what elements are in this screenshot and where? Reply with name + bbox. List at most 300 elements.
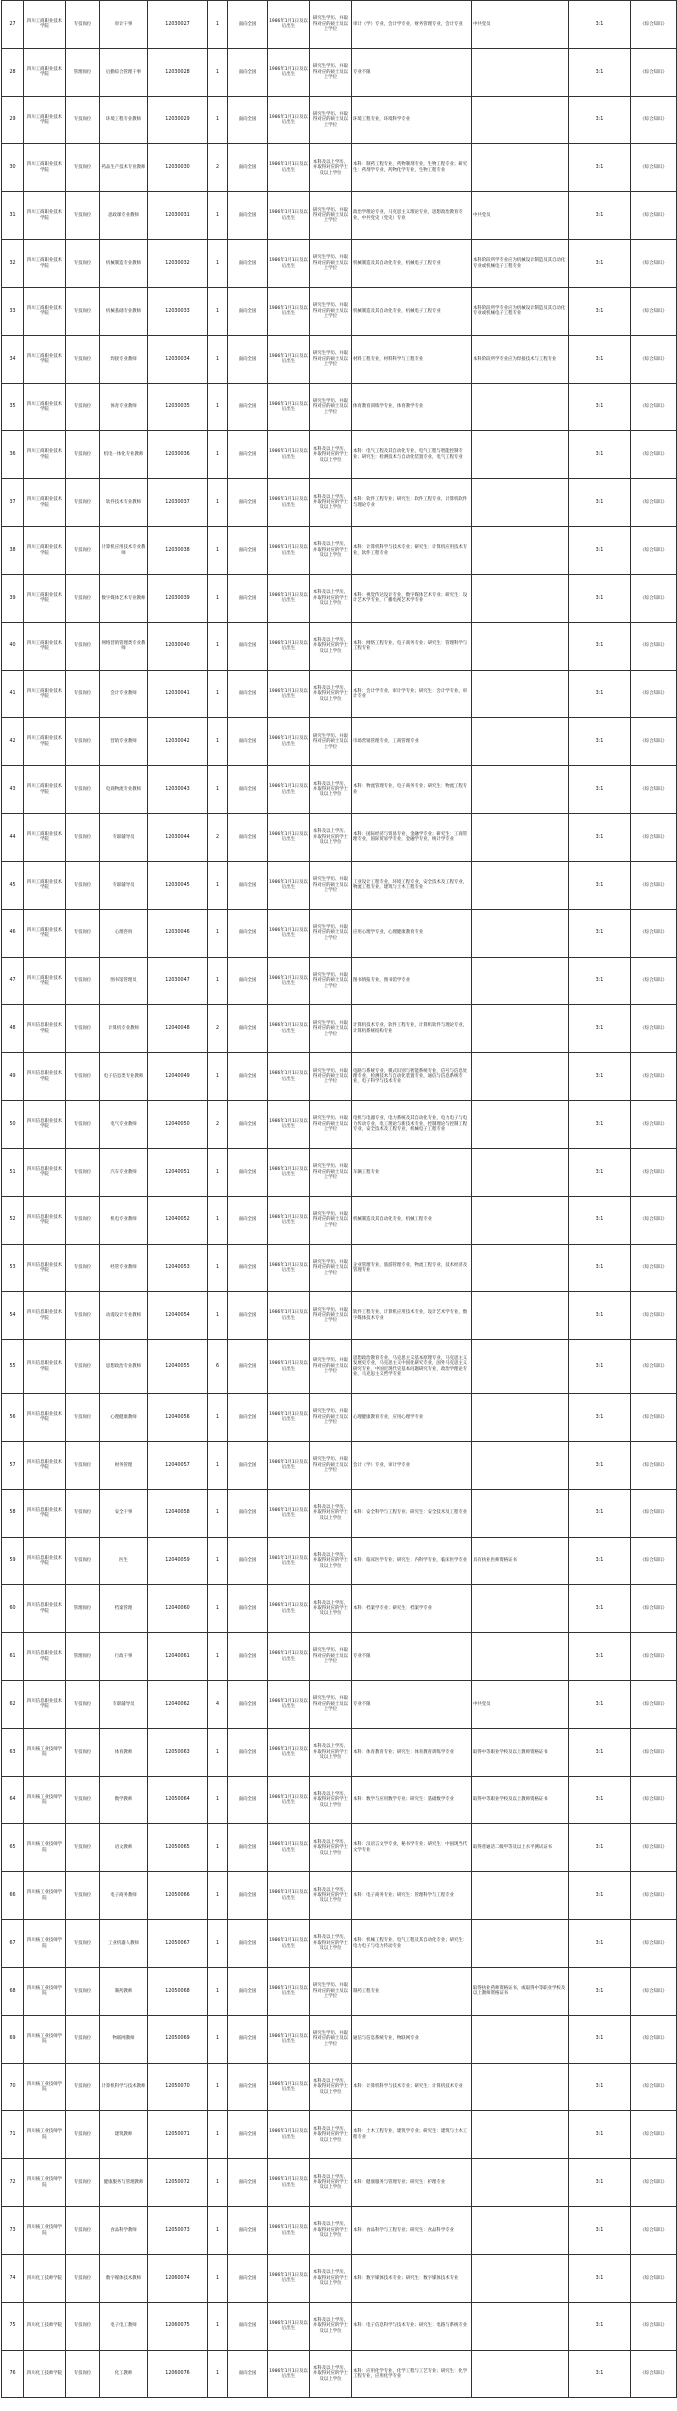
- cell-serial-number: 76: [2, 2350, 24, 2398]
- cell-exam-ratio: 3:1: [569, 527, 631, 575]
- cell-education-requirement: 研究生学历、并取得对应的硕士及以上学位: [310, 861, 352, 909]
- cell-serial-number: 35: [2, 383, 24, 431]
- cell-post-code: 12030032: [148, 240, 208, 288]
- cell-age-requirement: 1986年1月1日及以后出生: [268, 718, 310, 766]
- cell-post-type: 专技岗位: [66, 1053, 100, 1101]
- cell-serial-number: 37: [2, 479, 24, 527]
- cell-recruit-scope: 面向全国: [228, 1148, 268, 1196]
- cell-post-code: 12050070: [148, 2063, 208, 2111]
- cell-exam-subject: 《综合知识》: [631, 622, 677, 670]
- cell-education-requirement: 本科及以上学历、并取得对应的学士及以上学位: [310, 527, 352, 575]
- cell-serial-number: 49: [2, 1053, 24, 1101]
- cell-recruit-count: 1: [208, 670, 228, 718]
- cell-post-code: 12030037: [148, 479, 208, 527]
- cell-post-code: 12050063: [148, 1728, 208, 1776]
- cell-education-requirement: 本科及以上学历、并取得对应的学士及以上学位: [310, 1489, 352, 1537]
- cell-age-requirement: 1986年1月1日及以后出生: [268, 1633, 310, 1681]
- cell-education-requirement: 研究生学历、并取得对应的硕士及以上学位: [310, 1292, 352, 1340]
- cell-serial-number: 69: [2, 2015, 24, 2063]
- cell-education-requirement: 本科及以上学历、并取得对应的学士及以上学位: [310, 1824, 352, 1872]
- cell-exam-ratio: 3:1: [569, 144, 631, 192]
- cell-post-name: 电商物流专业教师: [100, 766, 148, 814]
- cell-other-requirement: [472, 2350, 569, 2398]
- cell-age-requirement: 1986年1月1日及以后出生: [268, 814, 310, 862]
- cell-post-type: 专技岗位: [66, 1101, 100, 1149]
- cell-age-requirement: 1986年1月1日及以后出生: [268, 1394, 310, 1442]
- recruitment-table: [1, 0, 677, 2398]
- cell-age-requirement: 1986年1月1日及以后出生: [268, 1, 310, 49]
- cell-recruiting-unit: 四川信息职业技术学院: [24, 1537, 66, 1585]
- cell-recruiting-unit: 四川工商职业技术学院: [24, 287, 66, 335]
- cell-post-code: 12050065: [148, 1824, 208, 1872]
- cell-exam-ratio: 3:1: [569, 1101, 631, 1149]
- cell-education-requirement: 研究生学历、并取得对应的硕士及以上学位: [310, 1244, 352, 1292]
- cell-recruit-count: 1: [208, 240, 228, 288]
- cell-serial-number: 62: [2, 1680, 24, 1728]
- cell-recruit-scope: 面向全国: [228, 1872, 268, 1920]
- cell-education-requirement: 本科及以上学历、并取得对应的学士及以上学位: [310, 814, 352, 862]
- cell-other-requirement: [472, 1633, 569, 1681]
- cell-serial-number: 41: [2, 670, 24, 718]
- cell-post-name: 工业机器人教师: [100, 1920, 148, 1968]
- cell-recruiting-unit: 四川信息职业技术学院: [24, 1394, 66, 1442]
- cell-post-type: 专技岗位: [66, 909, 100, 957]
- cell-exam-ratio: 3:1: [569, 1920, 631, 1968]
- cell-serial-number: 42: [2, 718, 24, 766]
- cell-post-type: 专技岗位: [66, 240, 100, 288]
- cell-exam-ratio: 3:1: [569, 1244, 631, 1292]
- cell-post-code: 12040051: [148, 1148, 208, 1196]
- cell-post-type: 专技岗位: [66, 1728, 100, 1776]
- cell-exam-subject: 《综合知识》: [631, 2207, 677, 2255]
- cell-recruit-count: 1: [208, 2111, 228, 2159]
- table-row: [2, 1441, 677, 1489]
- cell-post-name: 电子电工教师: [100, 2302, 148, 2350]
- cell-education-requirement: 研究生学历、并取得对应的硕士及以上学位: [310, 335, 352, 383]
- cell-serial-number: 38: [2, 527, 24, 575]
- cell-recruit-scope: 面向全国: [228, 574, 268, 622]
- cell-recruit-count: 2: [208, 1101, 228, 1149]
- cell-exam-subject: 《综合知识》: [631, 1005, 677, 1053]
- cell-major-requirement: 本科：应用化学专业，化学工程与工艺专业；研究生：化学工程专业，应用化学专业: [352, 2350, 472, 2398]
- cell-serial-number: 44: [2, 814, 24, 862]
- cell-exam-subject: 《综合知识》: [631, 718, 677, 766]
- table-row: [2, 335, 677, 383]
- cell-other-requirement: [472, 2207, 569, 2255]
- table-row: [2, 1824, 677, 1872]
- cell-major-requirement: 本科：网络工程专业，电子商务专业；研究生：管理科学与工程专业: [352, 622, 472, 670]
- cell-major-requirement: 机械制造及其自动化专业，机械工程专业: [352, 1196, 472, 1244]
- cell-recruit-scope: 面向全国: [228, 1196, 268, 1244]
- cell-other-requirement: 具有执业医师资格证书: [472, 1537, 569, 1585]
- cell-post-type: 专技岗位: [66, 1340, 100, 1394]
- cell-other-requirement: [472, 718, 569, 766]
- cell-age-requirement: 1986年1月1日及以后出生: [268, 1680, 310, 1728]
- cell-post-name: 软件技术专业教师: [100, 479, 148, 527]
- cell-post-name: 思想政治专业教师: [100, 1340, 148, 1394]
- cell-recruit-count: 1: [208, 1824, 228, 1872]
- cell-recruiting-unit: 四川信息职业技术学院: [24, 1585, 66, 1633]
- cell-post-code: 12030033: [148, 287, 208, 335]
- cell-age-requirement: 1986年1月1日及以后出生: [268, 1585, 310, 1633]
- cell-recruiting-unit: 四川核工业技师学院: [24, 1728, 66, 1776]
- table-row: [2, 1101, 677, 1149]
- cell-post-type: 专技岗位: [66, 383, 100, 431]
- cell-education-requirement: 本科及以上学历、并取得对应的学士及以上学位: [310, 574, 352, 622]
- cell-education-requirement: 研究生学历、并取得对应的硕士及以上学位: [310, 1053, 352, 1101]
- cell-post-code: 12050067: [148, 1920, 208, 1968]
- cell-age-requirement: 1986年1月1日及以后出生: [268, 383, 310, 431]
- cell-exam-ratio: 3:1: [569, 287, 631, 335]
- table-row: [2, 2111, 677, 2159]
- cell-recruit-count: 1: [208, 1920, 228, 1968]
- table-row: [2, 1148, 677, 1196]
- cell-post-type: 专技岗位: [66, 1489, 100, 1537]
- cell-exam-subject: 《综合知识》: [631, 1633, 677, 1681]
- cell-recruit-count: 1: [208, 1967, 228, 2015]
- cell-post-code: 12030038: [148, 527, 208, 575]
- cell-exam-subject: 《综合知识》: [631, 192, 677, 240]
- cell-post-type: 专技岗位: [66, 96, 100, 144]
- cell-post-type: 专技岗位: [66, 814, 100, 862]
- cell-major-requirement: 专业不限: [352, 1633, 472, 1681]
- cell-recruit-scope: 面向全国: [228, 1489, 268, 1537]
- cell-post-name: 专职辅导员: [100, 861, 148, 909]
- cell-post-type: 专技岗位: [66, 2063, 100, 2111]
- cell-major-requirement: 图书情报专业，图书馆学专业: [352, 957, 472, 1005]
- cell-exam-subject: 《综合知识》: [631, 1148, 677, 1196]
- cell-serial-number: 66: [2, 1872, 24, 1920]
- cell-post-type: 专技岗位: [66, 1920, 100, 1968]
- cell-post-code: 12050073: [148, 2207, 208, 2255]
- cell-recruit-count: 1: [208, 909, 228, 957]
- cell-recruit-count: 1: [208, 431, 228, 479]
- cell-serial-number: 68: [2, 1967, 24, 2015]
- cell-exam-subject: 《综合知识》: [631, 1489, 677, 1537]
- cell-recruit-count: 2: [208, 1005, 228, 1053]
- cell-age-requirement: 1986年1月1日及以后出生: [268, 1053, 310, 1101]
- cell-post-name: 化工教师: [100, 2350, 148, 2398]
- cell-post-name: 计算机科学与技术教师: [100, 2063, 148, 2111]
- cell-post-code: 12050072: [148, 2159, 208, 2207]
- cell-post-type: 专技岗位: [66, 1537, 100, 1585]
- cell-post-type: 专技岗位: [66, 1292, 100, 1340]
- cell-other-requirement: [472, 1053, 569, 1101]
- cell-recruit-scope: 面向全国: [228, 479, 268, 527]
- table-row: [2, 1537, 677, 1585]
- cell-major-requirement: 本科：电子商务专业；研究生：管理科学与工程专业: [352, 1872, 472, 1920]
- cell-exam-subject: 《综合知识》: [631, 814, 677, 862]
- cell-post-code: 12050068: [148, 1967, 208, 2015]
- cell-recruit-scope: 面向全国: [228, 1824, 268, 1872]
- cell-exam-subject: 《综合知识》: [631, 96, 677, 144]
- cell-recruit-count: 1: [208, 335, 228, 383]
- cell-recruiting-unit: 四川信息职业技术学院: [24, 1101, 66, 1149]
- cell-recruit-scope: 面向全国: [228, 2111, 268, 2159]
- table-row: [2, 240, 677, 288]
- cell-major-requirement: 材料工程专业，材料科学与工程专业: [352, 335, 472, 383]
- cell-post-type: 专技岗位: [66, 1394, 100, 1442]
- cell-serial-number: 52: [2, 1196, 24, 1244]
- cell-exam-subject: 《综合知识》: [631, 2159, 677, 2207]
- cell-education-requirement: 研究生学历、并取得对应的硕士及以上学位: [310, 240, 352, 288]
- cell-other-requirement: 中共党员: [472, 1, 569, 49]
- cell-other-requirement: [472, 1196, 569, 1244]
- cell-other-requirement: [472, 909, 569, 957]
- table-row: [2, 909, 677, 957]
- cell-recruiting-unit: 四川工商职业技术学院: [24, 383, 66, 431]
- cell-education-requirement: 本科及以上学历、并取得对应的学士及以上学位: [310, 2254, 352, 2302]
- cell-post-code: 12030047: [148, 957, 208, 1005]
- cell-recruiting-unit: 四川核工业技师学院: [24, 2015, 66, 2063]
- cell-other-requirement: [472, 1394, 569, 1442]
- cell-serial-number: 48: [2, 1005, 24, 1053]
- cell-post-type: 专技岗位: [66, 957, 100, 1005]
- cell-exam-subject: 《综合知识》: [631, 1680, 677, 1728]
- cell-recruit-scope: 面向全国: [228, 2159, 268, 2207]
- cell-exam-subject: 《综合知识》: [631, 1967, 677, 2015]
- cell-post-name: 计算机应用技术专业教师: [100, 527, 148, 575]
- cell-recruit-count: 1: [208, 1537, 228, 1585]
- cell-exam-subject: 《综合知识》: [631, 1537, 677, 1585]
- cell-recruit-scope: 面向全国: [228, 1680, 268, 1728]
- cell-post-type: 专技岗位: [66, 2350, 100, 2398]
- cell-other-requirement: 取得执业药师资格证书，或取得中等职业学校及以上教师资格证书: [472, 1967, 569, 2015]
- cell-recruiting-unit: 四川核工业技师学院: [24, 1967, 66, 2015]
- cell-exam-ratio: 3:1: [569, 335, 631, 383]
- cell-exam-subject: 《综合知识》: [631, 479, 677, 527]
- cell-serial-number: 73: [2, 2207, 24, 2255]
- cell-recruiting-unit: 四川工商职业技术学院: [24, 192, 66, 240]
- cell-post-code: 12040056: [148, 1394, 208, 1442]
- cell-education-requirement: 本科及以上学历、并取得对应的学士及以上学位: [310, 766, 352, 814]
- cell-exam-ratio: 3:1: [569, 1680, 631, 1728]
- cell-education-requirement: 研究生学历、并取得对应的硕士及以上学位: [310, 287, 352, 335]
- cell-exam-ratio: 3:1: [569, 1728, 631, 1776]
- cell-post-name: 电子商务教师: [100, 1872, 148, 1920]
- cell-recruit-scope: 面向全国: [228, 144, 268, 192]
- cell-post-code: 12040049: [148, 1053, 208, 1101]
- cell-recruit-scope: 面向全国: [228, 1920, 268, 1968]
- cell-exam-subject: 《综合知识》: [631, 2350, 677, 2398]
- cell-serial-number: 70: [2, 2063, 24, 2111]
- cell-major-requirement: 本科：数字媒体技术专业；研究生：数字媒体技术专业: [352, 2254, 472, 2302]
- cell-other-requirement: [472, 1005, 569, 1053]
- cell-serial-number: 45: [2, 861, 24, 909]
- cell-education-requirement: 研究生学历、并取得对应的硕士及以上学位: [310, 1196, 352, 1244]
- cell-other-requirement: 本科阶段所学专业应为机械设计制造及其自动化专业或机械电子工程专业: [472, 240, 569, 288]
- cell-other-requirement: [472, 144, 569, 192]
- cell-serial-number: 56: [2, 1394, 24, 1442]
- cell-recruit-count: 1: [208, 2350, 228, 2398]
- cell-post-type: 专技岗位: [66, 527, 100, 575]
- cell-post-type: 专技岗位: [66, 2015, 100, 2063]
- cell-other-requirement: [472, 96, 569, 144]
- cell-serial-number: 54: [2, 1292, 24, 1340]
- cell-exam-subject: 《综合知识》: [631, 2063, 677, 2111]
- cell-post-code: 12050071: [148, 2111, 208, 2159]
- cell-exam-subject: 《综合知识》: [631, 431, 677, 479]
- cell-recruit-scope: 面向全国: [228, 240, 268, 288]
- cell-exam-subject: 《综合知识》: [631, 1728, 677, 1776]
- cell-age-requirement: 1986年1月1日及以后出生: [268, 2254, 310, 2302]
- cell-recruiting-unit: 四川化工技师学院: [24, 2302, 66, 2350]
- cell-recruit-scope: 面向全国: [228, 1244, 268, 1292]
- cell-age-requirement: 1986年1月1日及以后出生: [268, 2350, 310, 2398]
- cell-post-type: 专技岗位: [66, 2111, 100, 2159]
- cell-post-name: 汽车专业教师: [100, 1148, 148, 1196]
- cell-other-requirement: 取得中等职业学校及以上教师资格证书: [472, 1728, 569, 1776]
- cell-post-name: 心理咨询: [100, 909, 148, 957]
- cell-other-requirement: [472, 1244, 569, 1292]
- table-row: [2, 287, 677, 335]
- cell-age-requirement: 1986年1月1日及以后出生: [268, 2159, 310, 2207]
- cell-recruiting-unit: 四川工商职业技术学院: [24, 144, 66, 192]
- cell-education-requirement: 研究生学历、并取得对应的硕士及以上学位: [310, 383, 352, 431]
- cell-serial-number: 60: [2, 1585, 24, 1633]
- cell-major-requirement: 审计（学）专业，会计学专业，财务管理专业，会计专业: [352, 1, 472, 49]
- cell-other-requirement: [472, 1920, 569, 1968]
- cell-post-type: 专技岗位: [66, 2207, 100, 2255]
- table-row: [2, 1005, 677, 1053]
- cell-post-type: 专技岗位: [66, 1872, 100, 1920]
- cell-post-name: 药品生产技术专业教师: [100, 144, 148, 192]
- cell-serial-number: 71: [2, 2111, 24, 2159]
- cell-exam-subject: 《综合知识》: [631, 909, 677, 957]
- cell-major-requirement: 机械制造及其自动化专业，机械电子工程专业: [352, 240, 472, 288]
- cell-recruit-scope: 面向全国: [228, 383, 268, 431]
- cell-age-requirement: 1986年1月1日及以后出生: [268, 144, 310, 192]
- cell-exam-ratio: 3:1: [569, 1872, 631, 1920]
- cell-post-code: 12030029: [148, 96, 208, 144]
- cell-post-code: 12030045: [148, 861, 208, 909]
- cell-age-requirement: 1986年1月1日及以后出生: [268, 1005, 310, 1053]
- cell-post-name: 医生: [100, 1537, 148, 1585]
- cell-serial-number: 43: [2, 766, 24, 814]
- cell-post-name: 思政课专业教师: [100, 192, 148, 240]
- cell-major-requirement: 本科：汉语言文学专业，秘书学专业；研究生：中国现当代文学专业: [352, 1824, 472, 1872]
- cell-serial-number: 58: [2, 1489, 24, 1537]
- cell-major-requirement: 工业设计工程专业，环境工程专业，安全技术及工程专业，物流工程专业，建筑与土木工程专业: [352, 861, 472, 909]
- cell-serial-number: 29: [2, 96, 24, 144]
- cell-exam-subject: 《综合知识》: [631, 527, 677, 575]
- table-row: [2, 1340, 677, 1394]
- cell-post-type: 专技岗位: [66, 1148, 100, 1196]
- cell-age-requirement: 1986年1月1日及以后出生: [268, 1967, 310, 2015]
- cell-recruiting-unit: 四川信息职业技术学院: [24, 1340, 66, 1394]
- cell-recruiting-unit: 四川工商职业技术学院: [24, 527, 66, 575]
- cell-major-requirement: 企业管理专业，旅游管理专业，物流工程专业，技术经济及管理专业: [352, 1244, 472, 1292]
- cell-post-code: 12030039: [148, 574, 208, 622]
- cell-age-requirement: 1986年1月1日及以后出生: [268, 957, 310, 1005]
- table-row: [2, 1967, 677, 2015]
- cell-education-requirement: 本科及以上学历、并取得对应的学士及以上学位: [310, 1872, 352, 1920]
- table-row: [2, 1776, 677, 1824]
- cell-major-requirement: 本科：档案学专业；研究生：档案学专业: [352, 1585, 472, 1633]
- cell-recruit-scope: 面向全国: [228, 1053, 268, 1101]
- cell-exam-ratio: 3:1: [569, 2350, 631, 2398]
- cell-recruiting-unit: 四川核工业技师学院: [24, 2159, 66, 2207]
- cell-exam-subject: 《综合知识》: [631, 1, 677, 49]
- cell-exam-ratio: 3:1: [569, 431, 631, 479]
- cell-post-code: 12030028: [148, 48, 208, 96]
- cell-recruit-scope: 面向全国: [228, 1585, 268, 1633]
- cell-age-requirement: 1986年1月1日及以后出生: [268, 192, 310, 240]
- cell-education-requirement: 研究生学历、并取得对应的硕士及以上学位: [310, 1005, 352, 1053]
- cell-major-requirement: 本科：体育教育专业；研究生：体育教育训练学专业: [352, 1728, 472, 1776]
- cell-recruiting-unit: 四川工商职业技术学院: [24, 909, 66, 957]
- cell-education-requirement: 本科及以上学历、并取得对应的学士及以上学位: [310, 1585, 352, 1633]
- cell-post-name: 建筑教师: [100, 2111, 148, 2159]
- cell-exam-subject: 《综合知识》: [631, 574, 677, 622]
- cell-age-requirement: 1986年1月1日及以后出生: [268, 574, 310, 622]
- cell-post-code: 12030027: [148, 1, 208, 49]
- cell-post-type: 专技岗位: [66, 479, 100, 527]
- cell-major-requirement: 本科：数学与应用数学专业；研究生：基础数学专业: [352, 1776, 472, 1824]
- cell-recruit-scope: 面向全国: [228, 48, 268, 96]
- cell-post-code: 12040053: [148, 1244, 208, 1292]
- cell-recruit-count: 2: [208, 144, 228, 192]
- cell-exam-ratio: 3:1: [569, 1537, 631, 1585]
- cell-exam-ratio: 3:1: [569, 1292, 631, 1340]
- cell-post-name: 制药教师: [100, 1967, 148, 2015]
- table-row: [2, 383, 677, 431]
- cell-post-name: 图书馆管理员: [100, 957, 148, 1005]
- cell-recruiting-unit: 四川工商职业技术学院: [24, 861, 66, 909]
- cell-recruiting-unit: 四川工商职业技术学院: [24, 957, 66, 1005]
- cell-age-requirement: 1986年1月1日及以后出生: [268, 335, 310, 383]
- cell-major-requirement: 本科：临床医学专业；研究生：内科学专业，临床医学专业: [352, 1537, 472, 1585]
- table-row: [2, 766, 677, 814]
- cell-serial-number: 65: [2, 1824, 24, 1872]
- cell-recruit-count: 2: [208, 814, 228, 862]
- cell-exam-subject: 《综合知识》: [631, 1920, 677, 1968]
- cell-exam-ratio: 3:1: [569, 192, 631, 240]
- cell-major-requirement: 软件工程专业，计算机应用技术专业，设计艺术学专业，数字媒体技术专业: [352, 1292, 472, 1340]
- cell-serial-number: 27: [2, 1, 24, 49]
- cell-recruit-scope: 面向全国: [228, 1, 268, 49]
- cell-recruit-count: 1: [208, 287, 228, 335]
- cell-recruit-count: 1: [208, 1872, 228, 1920]
- cell-post-name: 食品科学教师: [100, 2207, 148, 2255]
- cell-serial-number: 28: [2, 48, 24, 96]
- table-row: [2, 1728, 677, 1776]
- cell-education-requirement: 本科及以上学历、并取得对应的学士及以上学位: [310, 1537, 352, 1585]
- cell-recruit-count: 1: [208, 622, 228, 670]
- table-row: [2, 1292, 677, 1340]
- cell-recruit-scope: 面向全国: [228, 814, 268, 862]
- cell-post-type: 专技岗位: [66, 766, 100, 814]
- cell-other-requirement: [472, 1148, 569, 1196]
- cell-age-requirement: 1986年1月1日及以后出生: [268, 1728, 310, 1776]
- cell-exam-ratio: 3:1: [569, 1148, 631, 1196]
- cell-other-requirement: [472, 2254, 569, 2302]
- cell-recruit-count: 1: [208, 192, 228, 240]
- cell-education-requirement: 研究生学历、并取得对应的硕士及以上学位: [310, 1340, 352, 1394]
- cell-major-requirement: 专业不限: [352, 1680, 472, 1728]
- cell-exam-ratio: 3:1: [569, 622, 631, 670]
- cell-education-requirement: 本科及以上学历、并取得对应的学士及以上学位: [310, 670, 352, 718]
- cell-recruiting-unit: 四川信息职业技术学院: [24, 1633, 66, 1681]
- cell-post-type: 专技岗位: [66, 718, 100, 766]
- cell-recruit-count: 1: [208, 1394, 228, 1442]
- cell-post-type: 专技岗位: [66, 431, 100, 479]
- cell-major-requirement: 本科：物流管理专业，电子商务专业；研究生：物流工程专业: [352, 766, 472, 814]
- table-row: [2, 1196, 677, 1244]
- cell-major-requirement: 本科：电气工程及其自动化专业，电气工程与智能控制专业；研究生：检测技术与自动化装置专业，电气工程专业: [352, 431, 472, 479]
- cell-serial-number: 39: [2, 574, 24, 622]
- cell-major-requirement: 本科：计算机科学与技术专业；研究生：计算机应用技术专业，软件工程专业: [352, 527, 472, 575]
